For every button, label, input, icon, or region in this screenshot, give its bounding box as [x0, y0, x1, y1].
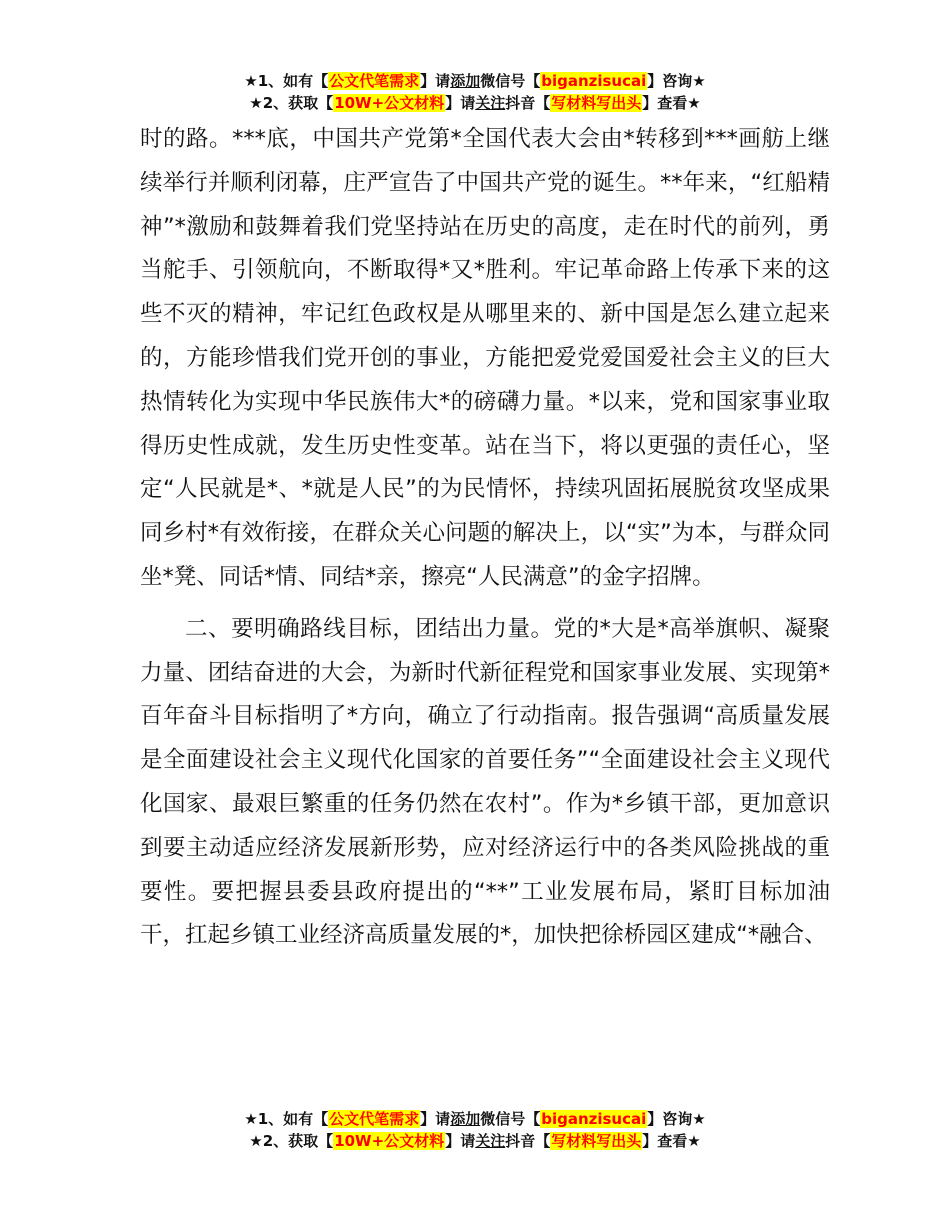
banner-line-2	[0, 92, 950, 114]
paragraph-2: 二、要明确路线目标，团结出力量。党的*大是*高举旗帜、凝聚力量、团结奋进的大会，为新时代新征程党和国家事业发展、实现第*百年奋斗目标指明了*方向，确立了行动指南。报告强调“高质量发展是全面建设社会主义现代化国家的首要任务”“全面建设社会主义现代化国家、最艰巨繁重的任务仍然在农村”。作为*乡镇干部，更加意识到要主动适应经济发展新形势，应对经济运行中的各类风险挑战的重要性。要把握县委县政府提出的“**”工业发展布局，紧盯目标加油干，扛起乡镇工业经济高质量发展的*，加快把徐桥园区建成“*融合、	[140, 615, 830, 949]
banner-line-1	[0, 70, 950, 92]
banner-text: 】咨询★	[647, 1110, 706, 1128]
highlight-service: 公文代笔需求	[329, 1110, 420, 1128]
banner-line-1	[0, 1108, 950, 1130]
highlight-wechat-id: biganzisucai	[541, 72, 647, 90]
highlight-materials: 10W+公文材料	[334, 94, 445, 112]
banner-text: 】查看★	[642, 94, 701, 112]
highlight-wechat-id: biganzisucai	[541, 1110, 647, 1128]
footer-banner	[0, 1108, 950, 1152]
banner-text: 抖音【	[505, 94, 551, 112]
banner-text: 】请	[445, 94, 476, 112]
highlight-service: 公文代笔需求	[329, 72, 420, 90]
highlight-douyin-account: 写材料写出头	[551, 1132, 642, 1150]
banner-text: 】请	[420, 1110, 451, 1128]
paragraph-1: 时的路。***底，中国共产党第*全国代表大会由*转移到***画舫上继续举行并顺利闭幕，庄严宣告了中国共产党的诞生。**年来，“红船精神”*激励和鼓舞着我们党坚持站在历史的高度，走在时代的前列，勇当舵手、引领航向，不断取得*又*胜利。牢记革命路上传承下来的这些不灭的精神，牢记红色政权是从哪里来的、新中国是怎么建立起来的，方能珍惜我们党开创的事业，方能把爱党爱国爱社会主义的巨大热情转化为实现中华民族伟大*的磅礴力量。*以来，党和国家事业取得历史性成就，发生历史性变革。站在当下，将以更强的责任心，坚定“人民就是*、*就是人民”的为民情怀，持续巩固拓展脱贫攻坚成果同乡村*有效衔接，在群众关心问题的解决上，以“实”为本，与群众同坐*凳、同话*情、同结*亲，擦亮“人民满意”的金字招牌。	[140, 126, 830, 590]
header-banner	[0, 70, 950, 114]
banner-line-2	[0, 1130, 950, 1152]
banner-text: 】请	[445, 1132, 476, 1150]
banner-text: ★2、获取【	[249, 94, 334, 112]
banner-text: 】咨询★	[647, 72, 706, 90]
document-body	[140, 118, 830, 958]
banner-text: ★2、获取【	[249, 1132, 334, 1150]
banner-emphasis: 添加	[450, 1110, 481, 1128]
banner-text: 微信号【	[480, 1110, 541, 1128]
banner-text: 】请	[420, 72, 451, 90]
banner-emphasis: 关注	[475, 94, 506, 112]
banner-text: 】查看★	[642, 1132, 701, 1150]
banner-emphasis: 关注	[475, 1132, 506, 1150]
banner-text: ★1、如有【	[244, 72, 329, 90]
banner-text: 抖音【	[505, 1132, 551, 1150]
highlight-douyin-account: 写材料写出头	[551, 94, 642, 112]
highlight-materials: 10W+公文材料	[334, 1132, 445, 1150]
banner-text: 微信号【	[480, 72, 541, 90]
banner-emphasis: 添加	[450, 72, 481, 90]
banner-text: ★1、如有【	[244, 1110, 329, 1128]
